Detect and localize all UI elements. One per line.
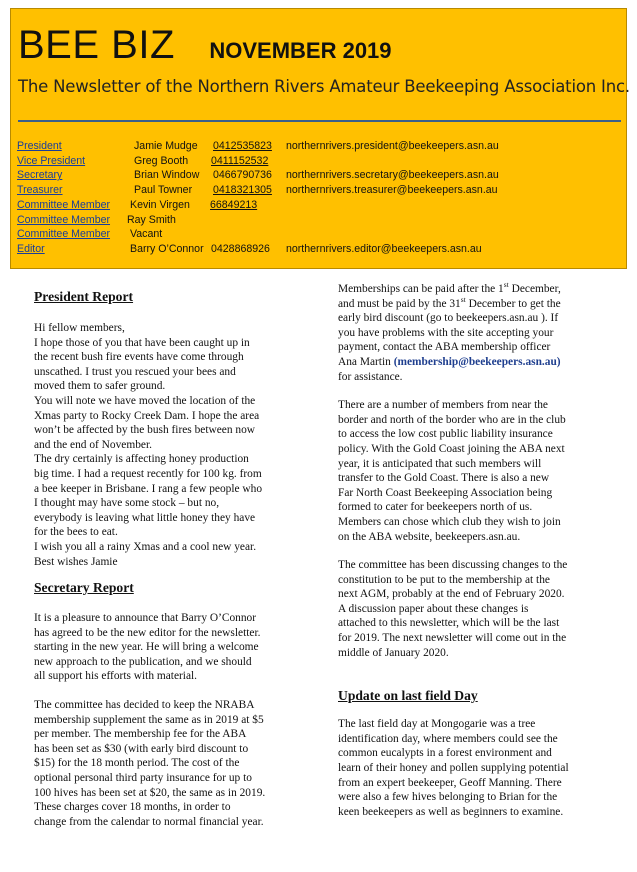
text-line: The committee has decided to keep the NRABA xyxy=(34,699,255,712)
member-name: Barry O’Connor xyxy=(130,242,204,255)
membership-email-link[interactable]: (membership@beekeepers.asn.au) xyxy=(393,355,561,368)
text-line: new approach to the publication, and we should xyxy=(34,655,252,668)
role-link-president[interactable]: President xyxy=(17,140,62,152)
role-link-committee-member[interactable]: Committee Member xyxy=(17,198,111,211)
text-line: and must be paid by the 31st December to get the xyxy=(338,294,561,310)
text-line: big time. I had a request recently for 100 kg. from xyxy=(34,467,262,480)
member-phone: 0466790736 xyxy=(213,169,272,182)
member-phone: 0428868926 xyxy=(211,242,270,255)
text-line: early bird discount (go to beekeepers.asn.au ). If xyxy=(338,312,559,325)
right-column xyxy=(338,282,608,819)
text-line: It is a pleasure to announce that Barry O’Connor xyxy=(34,612,257,625)
masthead xyxy=(10,8,630,269)
text-line: moved them to safer ground. xyxy=(34,380,166,393)
text-line: middle of January 2020. xyxy=(338,646,449,659)
committee-row-president xyxy=(17,140,622,154)
text-line: 100 hives has been set at $20, the same as in 2019. xyxy=(34,786,266,799)
member-email: northernrivers.treasurer@beekeepers.asn.au xyxy=(286,184,498,197)
secretary-para-1 xyxy=(34,611,306,684)
text-line: I thought may have some stock – but no, xyxy=(34,497,220,510)
text-line: Members can chose which club they wish to join xyxy=(338,515,561,528)
committee-row-member-2 xyxy=(17,214,622,228)
member-name: Paul Towner xyxy=(134,184,193,197)
title-row xyxy=(18,23,392,68)
text-line: payment, contact the ABA membership officer xyxy=(338,341,551,354)
text-line: next AGM, probably at the end of February 2020. xyxy=(338,588,565,601)
text-line: year, it is anticipated that such members will xyxy=(338,457,542,470)
text-line: The committee has been discussing changes to the xyxy=(338,559,568,572)
text-line: Far North Coast Beekeeping Association being xyxy=(338,486,553,499)
text-line: These charges cover 18 months, in order to xyxy=(34,801,231,814)
text-line: Ana Martin (membership@beekeepers.asn.au) xyxy=(338,355,561,368)
text-line: everybody is leaving what little honey they have xyxy=(34,511,256,524)
text-line: I wish you all a rainy Xmas and a cool new year. xyxy=(34,540,257,553)
text-line: common eucalypts in a forest environment and xyxy=(338,747,552,760)
member-name: Kevin Virgen xyxy=(130,198,190,211)
role-link-committee-member[interactable]: Committee Member xyxy=(17,228,111,241)
role-link-vice-president[interactable]: Vice President xyxy=(17,154,86,167)
member-name: Brian Window xyxy=(134,169,200,182)
committee-row-editor xyxy=(17,243,622,257)
secretary-para-2 xyxy=(34,698,306,829)
member-phone-link[interactable]: 0412535823 xyxy=(213,140,272,152)
committee-row-treasurer xyxy=(17,184,622,198)
role-link-editor[interactable]: Editor xyxy=(17,242,45,255)
text-line: for assistance. xyxy=(338,370,403,383)
committee-row-member-1 xyxy=(17,199,622,213)
text-line: and the end of November. xyxy=(34,438,152,451)
text-line: Memberships can be paid after the 1st December, xyxy=(338,280,561,295)
text-line: has agreed to be the new editor for the newsletter. xyxy=(34,626,261,639)
member-email: northernrivers.editor@beekeepers.asn.au xyxy=(286,242,482,255)
text-line: for 2019. The next newsletter will come out in the xyxy=(338,632,567,645)
president-greeting: Hi fellow members, xyxy=(34,322,125,334)
text-line: formed to cater for beekeepers north of us. xyxy=(338,501,533,514)
committee-row-vice-president xyxy=(17,155,622,169)
newsletter-title: BEE BIZ xyxy=(18,23,175,67)
text-line: optional personal third party insurance for up to xyxy=(34,772,252,785)
constitution-para xyxy=(338,558,608,660)
member-name: Jamie Mudge xyxy=(134,140,198,152)
text-line: all support his efforts with material. xyxy=(34,670,198,683)
field-day-para xyxy=(338,717,608,819)
text-line: membership supplement the same as in 2019 at $5 xyxy=(34,713,264,726)
text-line: A discussion paper about these changes is xyxy=(338,602,529,615)
text-line: has been set as $30 (with early bird discount to xyxy=(34,742,249,755)
text-line: transfer to the Gold Coast. There is also a new xyxy=(338,472,550,485)
text-line: a bee keeper in Brisbane. I rang a few people who xyxy=(34,482,263,495)
border-members-para xyxy=(338,398,608,544)
text-line: $15) for the 18 month period. The cost of the xyxy=(34,757,240,770)
committee-row-member-3 xyxy=(17,228,622,242)
role-link-committee-member[interactable]: Committee Member xyxy=(17,213,111,226)
member-email: northernrivers.secretary@beekeepers.asn.au xyxy=(286,169,499,182)
role-link-secretary[interactable]: Secretary xyxy=(17,169,63,182)
text-line: to access the low cost public liability insurance xyxy=(338,428,553,441)
text-line: from an expert beekeeper, Geoff Manning. There xyxy=(338,776,562,789)
text-line: The dry certainly is affecting honey production xyxy=(34,453,249,466)
text-line: constitution to be put to the membership at the xyxy=(338,573,550,586)
text-line: identification day, where members could see the xyxy=(338,732,558,745)
text-line: unscathed. I trust you rescued your bees and xyxy=(34,365,236,378)
text-line: Best wishes Jamie xyxy=(34,555,118,568)
text-line: You will note we have moved the location of the xyxy=(34,394,256,407)
text-line: attached to this newsletter, which will be the last xyxy=(338,617,560,630)
text-line: the recent bush fire events have come through xyxy=(34,351,244,364)
text-line: keen beekeepers as well as beginners to examine. xyxy=(338,805,564,818)
text-line: There are a number of members from near the xyxy=(338,399,548,412)
newsletter-subtitle: The Newsletter of the Northern Rivers Amateur Beekeeping Association Inc. xyxy=(18,77,630,96)
member-phone-link[interactable]: 66849213 xyxy=(210,198,258,211)
president-report-body xyxy=(34,336,306,570)
text-line: I hope those of you that have been caught up in xyxy=(34,336,250,349)
text-line: were also a few hives belonging to Brian for the xyxy=(338,791,558,804)
member-name: Ray Smith xyxy=(127,213,176,226)
text-line: Xmas party to Rocky Creek Dam. I hope the area xyxy=(34,409,260,422)
president-report-heading: President Report xyxy=(34,289,134,304)
member-phone-link[interactable]: 0411152532 xyxy=(211,154,269,167)
membership-para xyxy=(338,282,608,384)
member-name: Greg Booth xyxy=(134,154,189,167)
text-line: policy. With the Gold Coast joining the ABA next xyxy=(338,442,565,455)
left-column xyxy=(34,282,306,829)
secretary-report-heading: Secretary Report xyxy=(34,580,134,596)
text-line: won’t be affected by the bush fires between now xyxy=(34,424,255,437)
masthead-divider xyxy=(18,120,621,122)
member-phone-link[interactable]: 0418321305 xyxy=(213,184,272,197)
text-line: for the bees to eat. xyxy=(34,526,118,539)
issue-month: NOVEMBER 2019 xyxy=(209,38,392,63)
member-name: Vacant xyxy=(130,228,163,241)
member-email: northernrivers.president@beekeepers.asn.au xyxy=(286,140,499,152)
text-line: change from the calendar to normal financial year. xyxy=(34,815,264,828)
text-line: learn of their honey and pollen supplying potential xyxy=(338,762,569,775)
field-day-heading: Update on last field Day xyxy=(338,688,478,704)
text-line: per member. The membership fee for the ABA xyxy=(34,728,247,741)
text-line: starting in the new year. He will bring a welcome xyxy=(34,641,259,654)
text-line: on the ABA website, beekeepers.asn.au. xyxy=(338,530,521,543)
text-line: The last field day at Mongogarie was a tree xyxy=(338,718,536,731)
text-line: you have problems with the site accepting your xyxy=(338,326,554,339)
committee-row-secretary xyxy=(17,169,622,183)
text-line: border and north of the border who are in the club xyxy=(338,413,566,426)
role-link-treasurer[interactable]: Treasurer xyxy=(17,184,63,197)
